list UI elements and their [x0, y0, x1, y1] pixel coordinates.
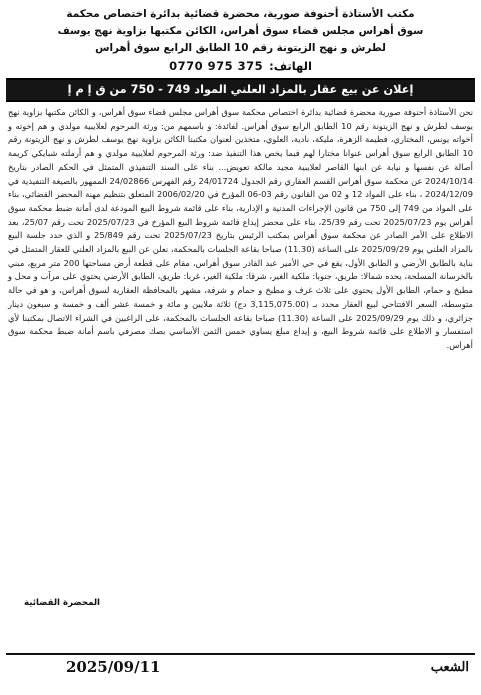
bailiff-office-header [6, 6, 475, 75]
legal-notice-page [6, 6, 475, 683]
phone-row [8, 57, 473, 75]
publication-date: 2025/09/11 [66, 658, 161, 676]
header-line-2: سوق أهراس مجلس قضاء سوق أهراس، الكائن مكتبها بزاوية نهج يوسف [57, 25, 424, 37]
announcement-body: نحن الأستاذة أحنوفة صورية محضرة قضائية بدائرة اختصاص محكمة سوق أهراس مجلس قضاء سوق أهراس، و الكائن مكتبها بزاوية نهج يوسف لطرش و نهج الزيتونة رقم 10 الطابق الرابع سوق أهراس. لفائدة: و باسمهم من: ورثة المرحوم لعلايبية مولدي و هم إخوته و أخواته يونس، المختاري، فطيمة الزهرة، مليكة، نادية، العلوي، متخذين لعنوان مكتبنا الكائن بزاوية نهج يوسف لطرش و نهج الزيتونة رقم 10 الطابق الرابع سوق أهراس عنوانا مختارا لهم فيما يخص هذا التنفيذ ضد: ورثة المرحوم لعلايبية مولدي و هم أرملته شبايكي كريمة أصالة عن نفسها و نيابة عن ابنها القاصر لعلايبية مجيد مالكة تعويض... بناء على السند التنفيذي المتمثل في الحكم الصادر بتاريخ 2024/10/14 عن محكمة سوق أهراس القسم العقاري رقم الجدول 24/01724 رقم الفهرس 24/02866 الممهور بالصيغة التنفيذية في 2024/12/09 ، بناء على المواد 12 و 02 من القانون رقم 03-06 المؤرخ في 2006/02/20 المتعلق بتنظيم مهنة المحضر القضائي، بناء على المواد من 749 إلى 750 من قانون الإجراءات المدنية و الإدارية، بناء على قائمة شروط البيع المودعة لدى أمانة ضبط محكمة سوق أهراس يوم 2025/07/23 تحت رقم 25/39، بناء على محضر إيداع قائمة شروط البيع المؤرخ في 2025/07/23 تحت رقم 25/07، بعد الاطلاع على الأمر الصادر عن محكمة سوق أهراس بمكتب الرئيس بتاريخ 2025/07/23 تحت رقم 25/849 و الذي حدد جلسة البيع بالمزاد العلني يوم 2025/09/29 على الساعة (11.30) صباحا بقاعة الجلسات بالمحكمة، نعلن عن البيع بالمزاد العلني للعقار المتمثل في بناية بالطابق الأرضي و الطابق الأول، يقع في حي الأمير عبد القادر سوق أهراس، مقام على قطعة أرض مساحتها 200 متر مربع، مبني بالخرسانة المسلحة، يحده شمالا: طريق، جنوبا: ملكية الغير، شرقا: ملكية الغير، غربا: طريق، الطابق الأرضي يحتوي على مرآب و محل و مطبخ و حمام، الطابق الأول يحتوي على ثلاث غرف و مطبخ و حمام و شرفة، مشهر بالمحافظة العقارية لسوق أهراس، و هو في حالة متوسطة، السعر الافتتاحي لبيع العقار محدد بـ (3,115,075.00 دج) ثلاثة ملايين و مائة و خمسة عشر ألف و خمسة و سبعون دينار جزائري، و ذلك يوم 2025/09/29 على الساعة (11.30) صباحا بقاعة الجلسات بالمحكمة، على الراغبين في الشراء الاتصال بمكتبنا لأي استفسار و الاطلاع على قائمة شروط البيع، و إيداع مبلغ يساوي خمس الثمن الأساسي بصك مصرفي باسم أمانة ضبط محكمة سوق أهراس. [8, 107, 474, 350]
signature-block [6, 594, 475, 618]
phone-label: الهاتف: [269, 59, 312, 73]
signature-label: المحضرة القضائية [24, 598, 101, 608]
publication-name: الشعب [430, 659, 469, 675]
publication-footer [6, 653, 475, 679]
phone-number: 0770 975 375 [169, 59, 264, 73]
announcement-title-banner: إعلان عن بيع عقار بالمزاد العلني المواد 749 - 750 من ق إ م إ [6, 78, 475, 102]
header-line-3: لطرش و نهج الزيتونة رقم 10 الطابق الرابع سوق أهراس [95, 42, 386, 54]
header-line-1: مكتب الأستاذة أحنوفة صورية، محضرة قضائية بدائرة اختصاص محكمة [66, 8, 415, 20]
